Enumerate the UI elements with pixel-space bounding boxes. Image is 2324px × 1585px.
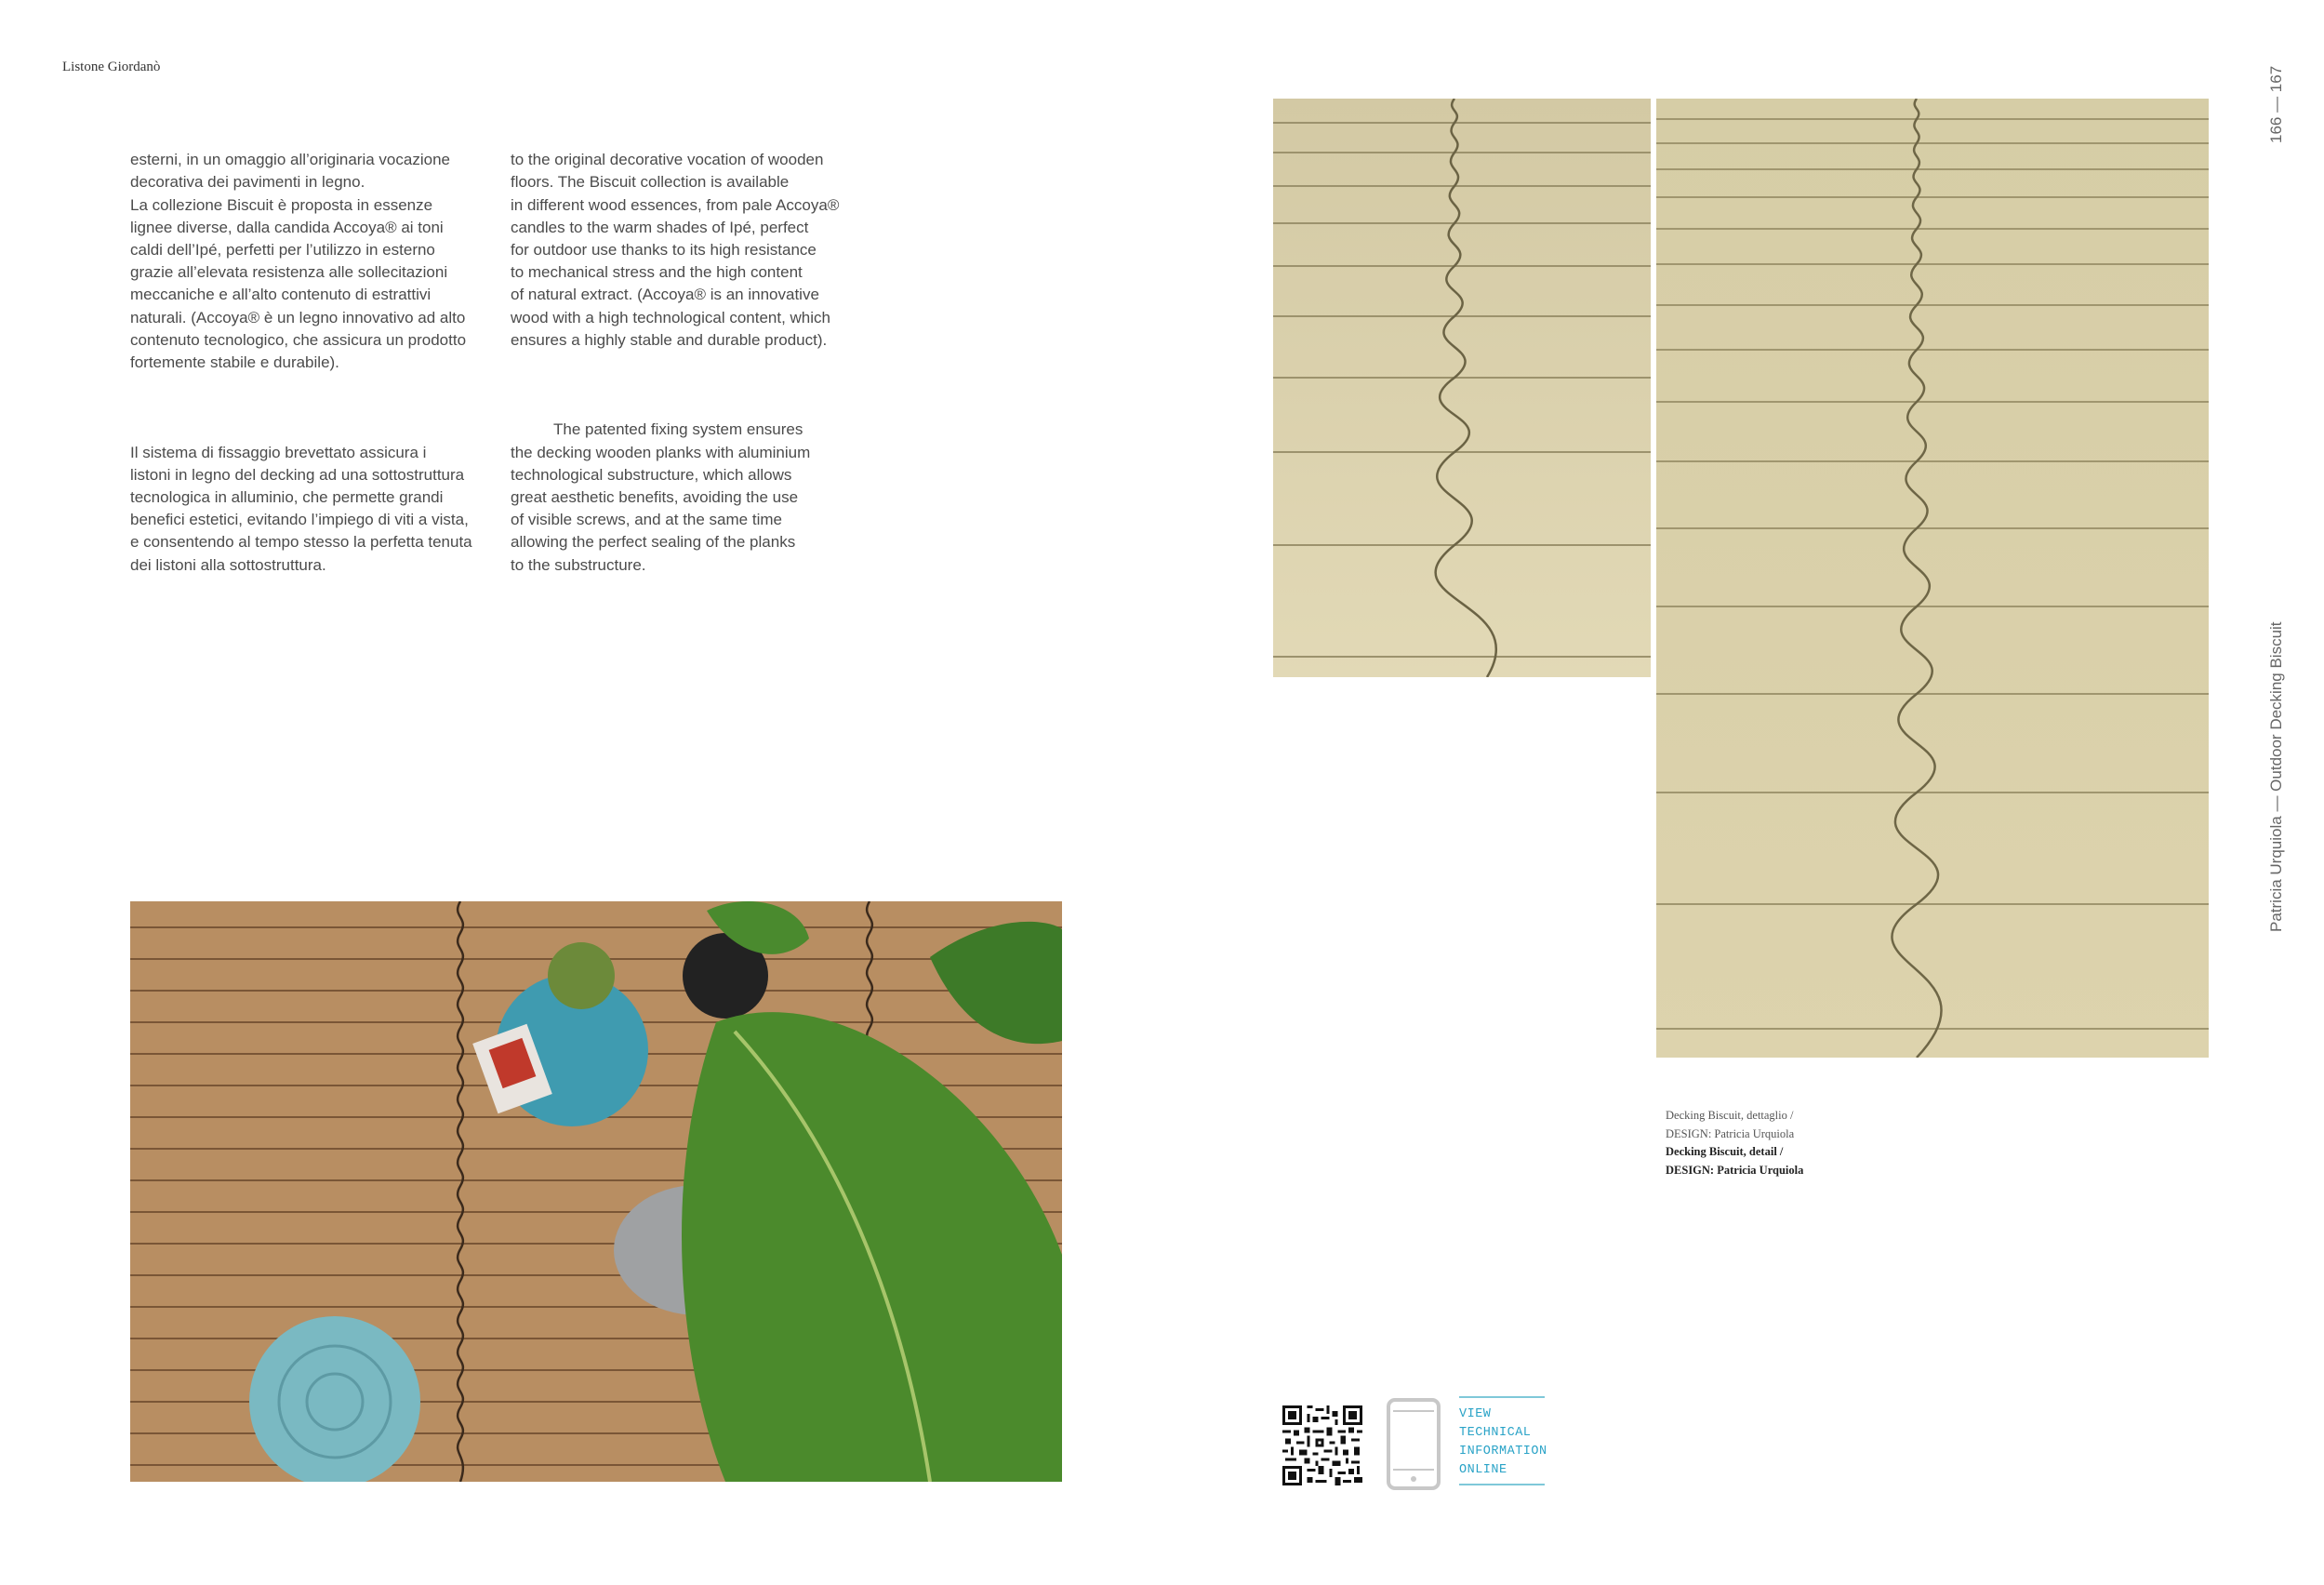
english-text-column bbox=[511, 127, 883, 599]
tablet-home-button bbox=[1411, 1476, 1416, 1482]
side-title: Patricia Urquiola — Outdoor Decking Biscuit bbox=[2267, 621, 2285, 932]
page-numbers: 166 — 167 bbox=[2267, 65, 2285, 143]
english-paragraph-2: The patented fixing system ensures the decking wooden planks with aluminium technological substructure, which allows great aesthetic benefits, avoiding the use of visible screws, and at the same time allowing the perfect sealing of the planks to the substructure. bbox=[511, 420, 811, 574]
decking-detail-photo-large bbox=[1656, 99, 2209, 1058]
link-line-4: ONLINE bbox=[1459, 1463, 1507, 1477]
tablet-icon bbox=[1387, 1398, 1441, 1490]
caption-italian-design: DESIGN: Patricia Urquiola bbox=[1666, 1126, 1795, 1140]
view-technical-information-link[interactable] bbox=[1459, 1396, 1545, 1485]
caption-english-title: Decking Biscuit, detail / bbox=[1666, 1145, 1784, 1158]
brand-name: Listone Giordanò bbox=[62, 60, 161, 74]
decking-lifestyle-photo bbox=[130, 901, 1062, 1482]
english-paragraph-1: to the original decorative vocation of wooden floors. The Biscuit collection is available in different wood essences, from pale Accoya® candles to the warm shades of Ipé, perfect for outdoor use thanks to its high resistance to mechanical stress and the high content of natural extract. (Accoya® is an innovative wood with a high technological content, which ensures a highly stable and durable product). bbox=[511, 151, 840, 349]
italian-paragraph-2: Il sistema di fissaggio brevettato assicura i listoni in legno del decking ad una sottostruttura tecnologica in alluminio, che permette grandi benefici estetici, evitando l’impiego di viti a vista, e consentendo al tempo stesso la perfetta tenuta dei listoni alla sottostruttura. bbox=[130, 443, 472, 574]
italian-text-column bbox=[130, 127, 493, 599]
link-line-3: INFORMATION bbox=[1459, 1445, 1547, 1458]
link-line-2: TECHNICAL bbox=[1459, 1426, 1532, 1440]
italian-paragraph-1: esterni, in un omaggio all’originaria vocazione decorativa dei pavimenti in legno. La collezione Biscuit è proposta in essenze lignee diverse, dalla candida Accoya® ai toni caldi dell’Ipé, perfetti per l’utilizzo in esterno grazie all’elevata resistenza alle sollecitazioni meccaniche e all’alto contenuto di estrattivi naturali. (Accoya® è un legno innovativo ad alto contenuto tecnologico, che assicura un prodotto fortemente stabile e durabile). bbox=[130, 151, 467, 372]
decking-detail-photo-small bbox=[1273, 99, 1651, 677]
caption-english-design: DESIGN: Patricia Urquiola bbox=[1666, 1163, 1804, 1177]
qr-code-icon[interactable] bbox=[1282, 1405, 1362, 1485]
photo-caption bbox=[1666, 1107, 1803, 1179]
caption-italian-title: Decking Biscuit, dettaglio / bbox=[1666, 1109, 1794, 1122]
link-line-1: VIEW bbox=[1459, 1407, 1492, 1421]
tablet-screen bbox=[1393, 1410, 1434, 1471]
